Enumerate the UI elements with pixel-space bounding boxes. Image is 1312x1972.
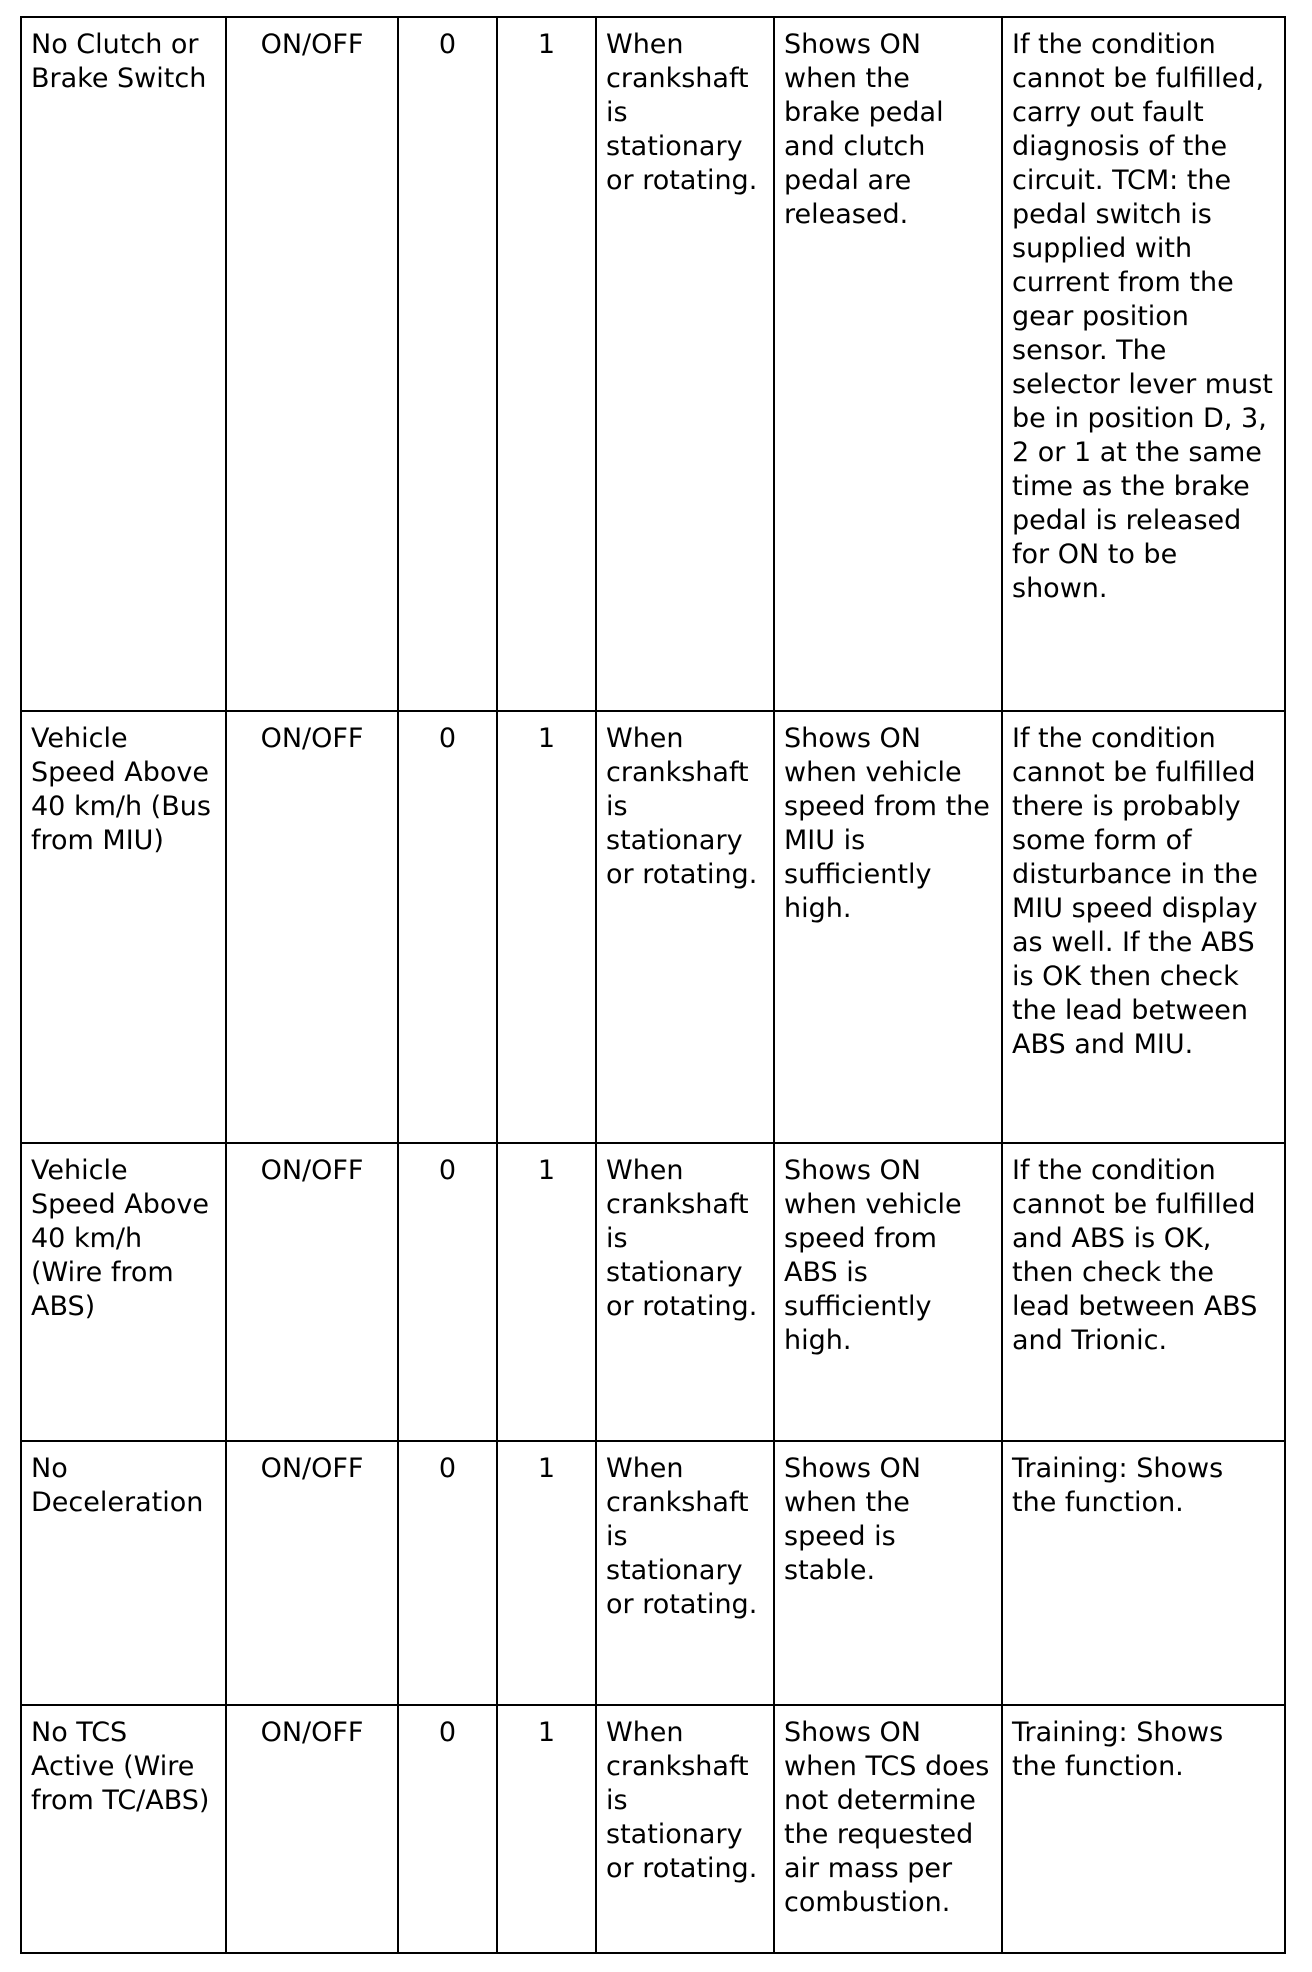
parameter-name-cell: No Deceleration [21,1441,226,1705]
parameter-name-cell: Vehicle Speed Above 40 km/h (Bus from MIU) [21,711,226,1143]
shows-cell: Shows ON when vehicle speed from the MIU is sufficiently high. [774,711,1002,1143]
max-value-cell: 1 [497,711,596,1143]
value-type-cell: ON/OFF [226,711,398,1143]
shows-cell: Shows ON when the brake pedal and clutch pedal are released. [774,17,1002,711]
condition-cell: When crankshaft is stationary or rotating. [596,1705,774,1953]
shows-cell: Shows ON when vehicle speed from ABS is sufficiently high. [774,1143,1002,1441]
parameter-table [20,16,1286,1954]
shows-cell: Shows ON when the speed is stable. [774,1441,1002,1705]
condition-cell: When crankshaft is stationary or rotating. [596,1441,774,1705]
value-type-cell: ON/OFF [226,1441,398,1705]
max-value-cell: 1 [497,1143,596,1441]
info-cell: If the condition cannot be fulfilled, carry out fault diagnosis of the circuit. TCM: the pedal switch is supplied with current from the gear position sensor. The selector lever must be in position D, 3, 2 or 1 at the same time as the brake pedal is released for ON to be shown. [1002,17,1285,711]
parameter-name-cell: No TCS Active (Wire from TC/ABS) [21,1705,226,1953]
max-value-cell: 1 [497,17,596,711]
table-row [21,1441,1285,1705]
table-row [21,1705,1285,1953]
min-value-cell: 0 [398,1441,497,1705]
shows-cell: Shows ON when TCS does not determine the requested air mass per combustion. [774,1705,1002,1953]
value-type-cell: ON/OFF [226,1705,398,1953]
value-type-cell: ON/OFF [226,17,398,711]
value-type-cell: ON/OFF [226,1143,398,1441]
condition-cell: When crankshaft is stationary or rotating. [596,711,774,1143]
table-row [21,711,1285,1143]
parameter-name-cell: No Clutch or Brake Switch [21,17,226,711]
parameter-name-cell: Vehicle Speed Above 40 km/h (Wire from ABS) [21,1143,226,1441]
info-cell: Training: Shows the function. [1002,1705,1285,1953]
min-value-cell: 0 [398,17,497,711]
info-cell: Training: Shows the function. [1002,1441,1285,1705]
max-value-cell: 1 [497,1705,596,1953]
min-value-cell: 0 [398,1705,497,1953]
condition-cell: When crankshaft is stationary or rotating. [596,17,774,711]
min-value-cell: 0 [398,1143,497,1441]
info-cell: If the condition cannot be fulfilled and ABS is OK, then check the lead between ABS and Trionic. [1002,1143,1285,1441]
table-row [21,1143,1285,1441]
table-row [21,17,1285,711]
min-value-cell: 0 [398,711,497,1143]
info-cell: If the condition cannot be fulfilled there is probably some form of disturbance in the MIU speed display as well. If the ABS is OK then check the lead between ABS and MIU. [1002,711,1285,1143]
condition-cell: When crankshaft is stationary or rotating. [596,1143,774,1441]
max-value-cell: 1 [497,1441,596,1705]
